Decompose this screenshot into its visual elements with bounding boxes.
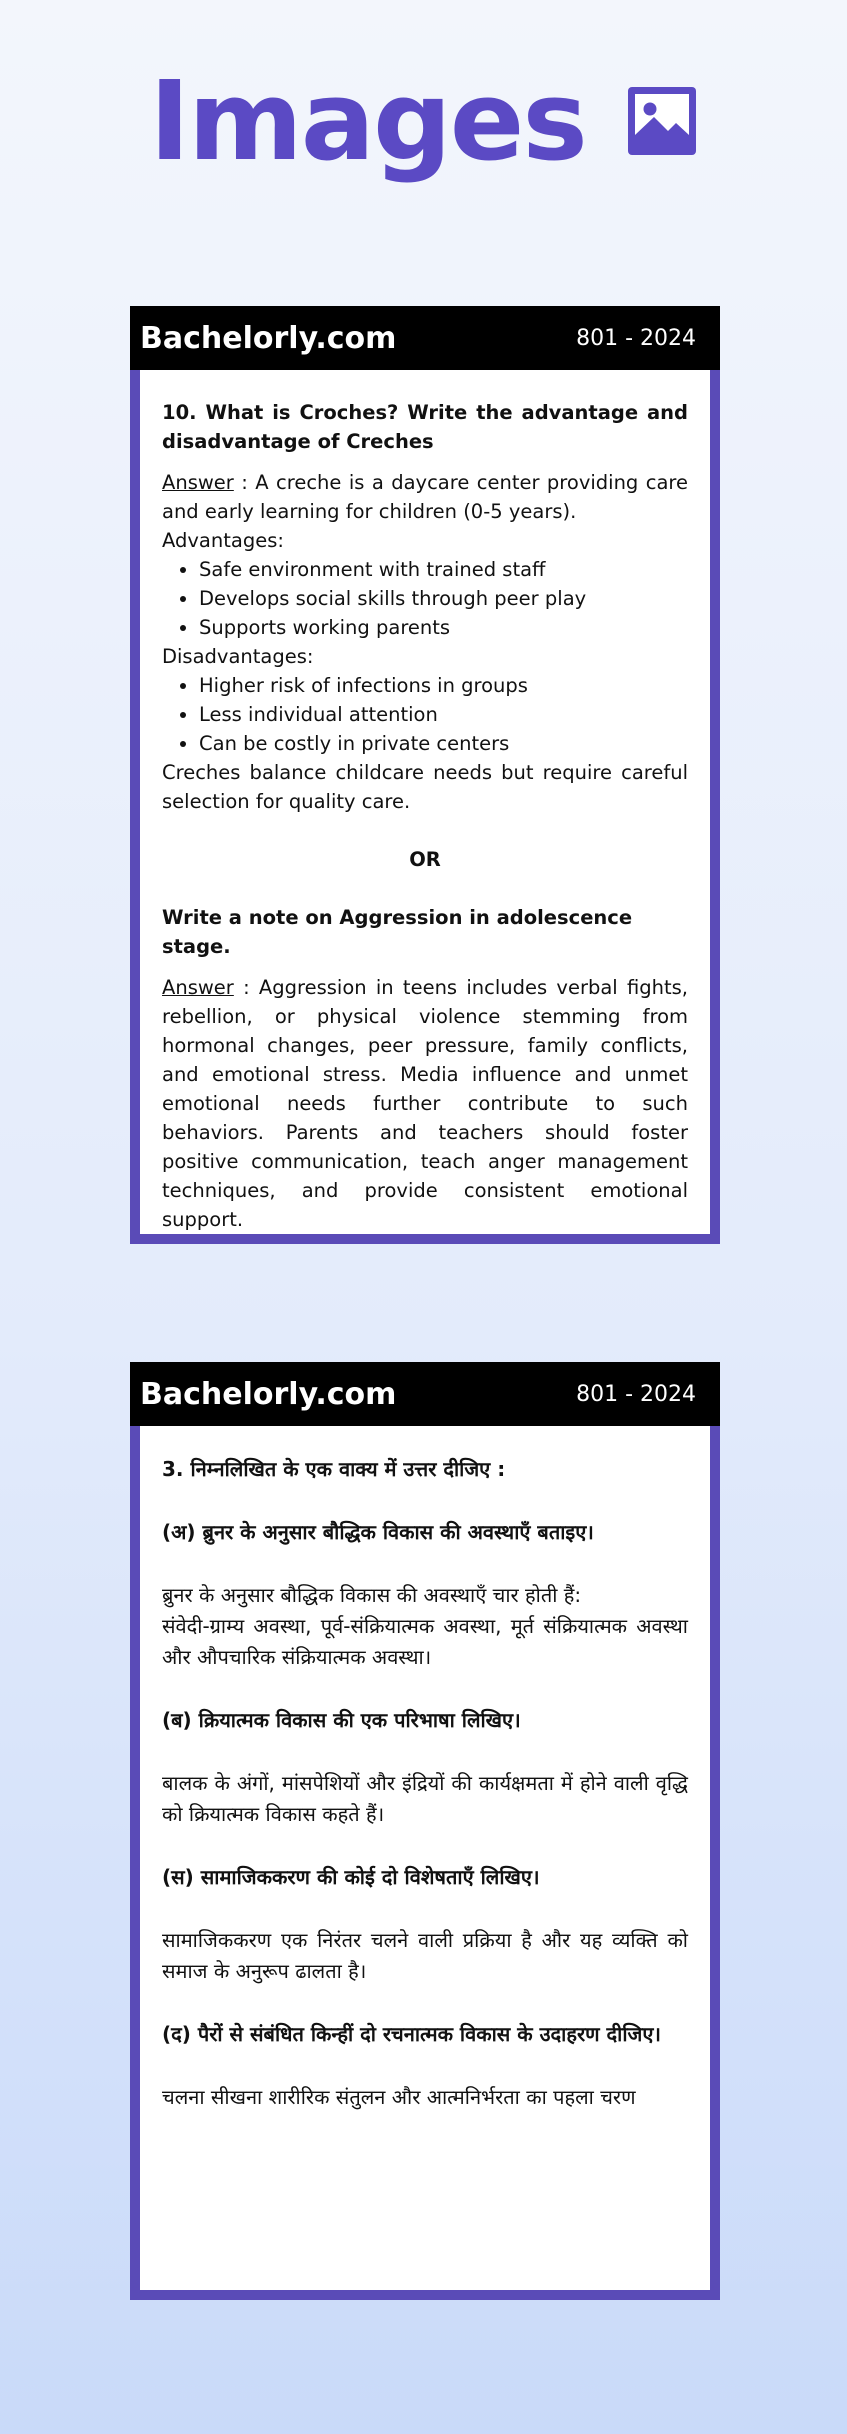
question-text: (अ) ब्रुनर के अनुसार बौद्धिक विकास की अवस्थाएँ बताइए। [162, 1520, 594, 1544]
list-item: • Less individual attention [199, 700, 688, 729]
list-item: • Can be costly in private centers [199, 729, 688, 758]
answer-body: : Aggression in teens includes verbal fights, rebellion, or physical violence stemming from hormonal changes, peer pressure, family conflicts, and emotional stress. Media influence and unmet emotional needs further contribute to such behaviors. Parents and teachers should foster positive communication, teach anger management techniques, and provide consistent emotional support. [162, 976, 688, 1231]
brand-name: Bachelorly.com [140, 320, 397, 356]
paper-code: 801 - 2024 [576, 1381, 696, 1407]
answer-text: बालक के अंगों, मांसपेशियों और इंद्रियों की कार्यक्षमता में होने वाली वृद्धि को क्रियात्मक विकास कहते हैं। [162, 1771, 688, 1826]
or-divider: OR [409, 848, 441, 871]
image-icon [626, 85, 698, 157]
brand-name: Bachelorly.com [140, 1376, 397, 1412]
advantages-list [162, 555, 688, 642]
question-text: (स) सामाजिककरण की कोई दो विशेषताएँ लिखिए। [162, 1865, 540, 1889]
exam-card-hindi [130, 1362, 720, 2300]
card-header [130, 306, 720, 370]
page-title: Images [149, 57, 586, 185]
question-text: Write a note on Aggression in adolescence stage. [162, 906, 633, 958]
list-item: • Higher risk of infections in groups [199, 671, 688, 700]
section-heading: 3. निम्नलिखित के एक वाक्य में उत्तर दीजिए : [162, 1457, 506, 1481]
answer-text: संवेदी-ग्राम्य अवस्था, पूर्व-संक्रियात्मक अवस्था, मूर्त संक्रियात्मक अवस्था और औपचारिक संक्रियात्मक अवस्था। [162, 1614, 688, 1669]
list-item: • Develops social skills through peer play [199, 584, 688, 613]
answer-conclusion: Creches balance childcare needs but require careful selection for quality care. [162, 761, 688, 813]
page-header [0, 57, 847, 185]
question-text: (ब) क्रियात्मक विकास की एक परिभाषा लिखिए। [162, 1708, 521, 1732]
question-text: (द) पैरों से संबंधित किन्हीं दो रचनात्मक विकास के उदाहरण दीजिए। [162, 2022, 662, 2046]
card-body [140, 370, 710, 1234]
list-item: • Safe environment with trained staff [199, 555, 688, 584]
answer-intro-text: : A creche is a daycare center providing care and early learning for children (0-5 years). [162, 471, 688, 523]
answer-intro [162, 468, 688, 526]
disadvantages-list [162, 671, 688, 758]
card-body [140, 1426, 710, 2113]
advantages-label: Advantages: [162, 529, 284, 552]
answer-text: सामाजिककरण एक निरंतर चलने वाली प्रक्रिया है और यह व्यक्ति को समाज के अनुरूप ढालता है। [162, 1928, 688, 1983]
exam-card-english [130, 306, 720, 1244]
answer-label: Answer [162, 471, 234, 494]
answer-text [162, 973, 688, 1234]
answer-label: Answer [162, 976, 234, 999]
disadvantages-label: Disadvantages: [162, 645, 314, 668]
answer-text: ब्रुनर के अनुसार बौद्धिक विकास की अवस्थाएँ चार होती हैं: [162, 1583, 582, 1607]
list-item: • Supports working parents [199, 613, 688, 642]
card-header [130, 1362, 720, 1426]
answer-text: चलना सीखना शारीरिक संतुलन और आत्मनिर्भरता का पहला चरण [162, 2085, 636, 2109]
question-text: 10. What is Croches? Write the advantage and disadvantage of Creches [162, 401, 688, 453]
paper-code: 801 - 2024 [576, 325, 696, 351]
